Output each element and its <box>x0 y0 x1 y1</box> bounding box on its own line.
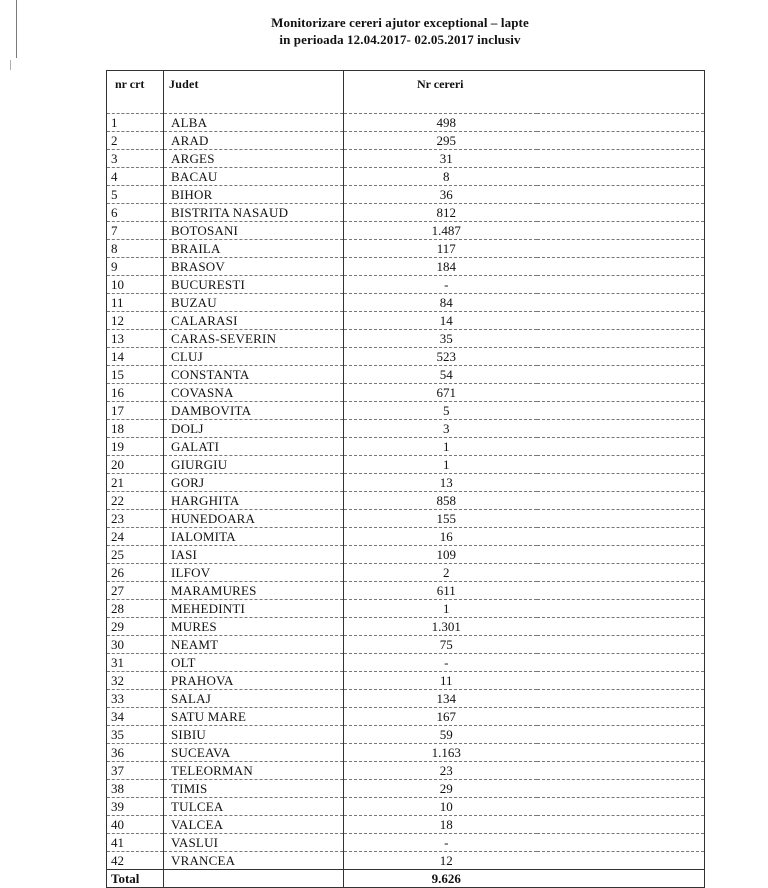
row-county-cell: ARAD <box>164 132 344 150</box>
row-nr-cell: 13 <box>107 330 164 348</box>
row-county-cell: BRASOV <box>164 258 344 276</box>
table-row <box>107 330 705 348</box>
row-requests-cell: 8 <box>344 168 537 186</box>
row-requests-cell: 75 <box>344 636 537 654</box>
total-value: 9.626 <box>344 870 537 888</box>
row-spacer-cell <box>537 762 705 780</box>
row-nr-cell: 39 <box>107 798 164 816</box>
row-nr-cell: 3 <box>107 150 164 168</box>
table-row <box>107 402 705 420</box>
row-requests-cell: 295 <box>344 132 537 150</box>
row-county-cell: TULCEA <box>164 798 344 816</box>
total-row <box>107 870 705 888</box>
row-county-cell: SATU MARE <box>164 708 344 726</box>
row-county-cell: OLT <box>164 654 344 672</box>
table-row <box>107 456 705 474</box>
row-spacer-cell <box>537 348 705 366</box>
table-row <box>107 312 705 330</box>
table-row <box>107 420 705 438</box>
row-requests-cell: 671 <box>344 384 537 402</box>
table-row <box>107 114 705 132</box>
row-nr-cell: 38 <box>107 780 164 798</box>
row-spacer-cell <box>537 672 705 690</box>
header-spacer-cell <box>537 71 705 114</box>
row-county-cell: BACAU <box>164 168 344 186</box>
row-requests-cell: 35 <box>344 330 537 348</box>
row-nr-cell: 5 <box>107 186 164 204</box>
row-nr-cell: 1 <box>107 114 164 132</box>
row-spacer-cell <box>537 528 705 546</box>
row-county-cell: HARGHITA <box>164 492 344 510</box>
table-row <box>107 600 705 618</box>
row-nr-cell: 8 <box>107 240 164 258</box>
row-nr-cell: 30 <box>107 636 164 654</box>
row-requests-cell: 184 <box>344 258 537 276</box>
row-nr-cell: 41 <box>107 834 164 852</box>
row-spacer-cell <box>537 492 705 510</box>
row-county-cell: BUZAU <box>164 294 344 312</box>
row-county-cell: CONSTANTA <box>164 366 344 384</box>
row-nr-cell: 25 <box>107 546 164 564</box>
row-county-cell: BISTRITA NASAUD <box>164 204 344 222</box>
row-spacer-cell <box>537 150 705 168</box>
row-requests-cell: 1.163 <box>344 744 537 762</box>
total-label: Total <box>107 870 164 888</box>
row-spacer-cell <box>537 420 705 438</box>
row-nr-cell: 29 <box>107 618 164 636</box>
row-nr-cell: 15 <box>107 366 164 384</box>
row-nr-cell: 18 <box>107 420 164 438</box>
table-row <box>107 816 705 834</box>
row-county-cell: VRANCEA <box>164 852 344 870</box>
row-spacer-cell <box>537 294 705 312</box>
row-spacer-cell <box>537 564 705 582</box>
row-nr-cell: 11 <box>107 294 164 312</box>
row-county-cell: VASLUI <box>164 834 344 852</box>
row-requests-cell: 1 <box>344 600 537 618</box>
row-spacer-cell <box>537 834 705 852</box>
title-line-2: in perioada 12.04.2017- 02.05.2017 inclusiv <box>279 32 521 47</box>
row-nr-cell: 6 <box>107 204 164 222</box>
row-requests-cell: 155 <box>344 510 537 528</box>
table-row <box>107 150 705 168</box>
row-spacer-cell <box>537 258 705 276</box>
row-requests-cell: 36 <box>344 186 537 204</box>
row-requests-cell: 29 <box>344 780 537 798</box>
table-row <box>107 582 705 600</box>
scan-edge-mark <box>16 0 17 58</box>
table-row <box>107 222 705 240</box>
row-county-cell: COVASNA <box>164 384 344 402</box>
row-spacer-cell <box>537 114 705 132</box>
row-requests-cell: 2 <box>344 564 537 582</box>
requests-table <box>106 70 705 888</box>
row-requests-cell: 18 <box>344 816 537 834</box>
row-county-cell: MEHEDINTI <box>164 600 344 618</box>
row-county-cell: MARAMURES <box>164 582 344 600</box>
row-spacer-cell <box>537 474 705 492</box>
row-requests-cell: 5 <box>344 402 537 420</box>
row-requests-cell: 84 <box>344 294 537 312</box>
row-spacer-cell <box>537 456 705 474</box>
row-requests-cell: 12 <box>344 852 537 870</box>
row-spacer-cell <box>537 600 705 618</box>
row-spacer-cell <box>537 276 705 294</box>
row-nr-cell: 35 <box>107 726 164 744</box>
row-spacer-cell <box>537 384 705 402</box>
row-spacer-cell <box>537 240 705 258</box>
row-spacer-cell <box>537 330 705 348</box>
row-spacer-cell <box>537 618 705 636</box>
table-body <box>107 71 705 888</box>
title-line-1: Monitorizare cereri ajutor exceptional – lapte <box>271 15 529 30</box>
row-spacer-cell <box>537 510 705 528</box>
row-county-cell: BUCURESTI <box>164 276 344 294</box>
row-requests-cell: 10 <box>344 798 537 816</box>
row-requests-cell: 858 <box>344 492 537 510</box>
row-requests-cell: 134 <box>344 690 537 708</box>
row-spacer-cell <box>537 654 705 672</box>
row-requests-cell: 523 <box>344 348 537 366</box>
row-requests-cell: 167 <box>344 708 537 726</box>
row-county-cell: NEAMT <box>164 636 344 654</box>
row-nr-cell: 10 <box>107 276 164 294</box>
table-row <box>107 654 705 672</box>
row-nr-cell: 20 <box>107 456 164 474</box>
row-requests-cell: - <box>344 654 537 672</box>
row-county-cell: IASI <box>164 546 344 564</box>
row-nr-cell: 31 <box>107 654 164 672</box>
row-nr-cell: 7 <box>107 222 164 240</box>
row-county-cell: ALBA <box>164 114 344 132</box>
row-spacer-cell <box>537 582 705 600</box>
row-spacer-cell <box>537 438 705 456</box>
row-nr-cell: 21 <box>107 474 164 492</box>
row-nr-cell: 12 <box>107 312 164 330</box>
table-row <box>107 780 705 798</box>
row-spacer-cell <box>537 186 705 204</box>
row-county-cell: PRAHOVA <box>164 672 344 690</box>
scan-edge-mark <box>10 60 11 70</box>
table-row <box>107 852 705 870</box>
row-spacer-cell <box>537 132 705 150</box>
row-county-cell: DOLJ <box>164 420 344 438</box>
row-requests-cell: 1.301 <box>344 618 537 636</box>
row-spacer-cell <box>537 204 705 222</box>
row-nr-cell: 22 <box>107 492 164 510</box>
table-row <box>107 276 705 294</box>
row-nr-cell: 16 <box>107 384 164 402</box>
row-requests-cell: 611 <box>344 582 537 600</box>
row-requests-cell: 54 <box>344 366 537 384</box>
row-spacer-cell <box>537 402 705 420</box>
row-spacer-cell <box>537 168 705 186</box>
table-row <box>107 240 705 258</box>
row-nr-cell: 24 <box>107 528 164 546</box>
table-row <box>107 636 705 654</box>
row-spacer-cell <box>537 816 705 834</box>
row-nr-cell: 26 <box>107 564 164 582</box>
table-row <box>107 186 705 204</box>
row-nr-cell: 37 <box>107 762 164 780</box>
document-title <box>190 14 610 48</box>
row-spacer-cell <box>537 744 705 762</box>
row-county-cell: MURES <box>164 618 344 636</box>
table-header-row <box>107 71 705 114</box>
row-nr-cell: 33 <box>107 690 164 708</box>
row-nr-cell: 34 <box>107 708 164 726</box>
table-row <box>107 708 705 726</box>
row-spacer-cell <box>537 708 705 726</box>
row-nr-cell: 27 <box>107 582 164 600</box>
row-requests-cell: - <box>344 834 537 852</box>
table-row <box>107 726 705 744</box>
table-row <box>107 546 705 564</box>
table-row <box>107 798 705 816</box>
row-county-cell: SALAJ <box>164 690 344 708</box>
row-requests-cell: 498 <box>344 114 537 132</box>
row-spacer-cell <box>537 222 705 240</box>
row-spacer-cell <box>537 546 705 564</box>
row-county-cell: CALARASI <box>164 312 344 330</box>
row-county-cell: BRAILA <box>164 240 344 258</box>
row-requests-cell: 13 <box>344 474 537 492</box>
row-spacer-cell <box>537 780 705 798</box>
row-county-cell: BIHOR <box>164 186 344 204</box>
row-nr-cell: 17 <box>107 402 164 420</box>
row-nr-cell: 28 <box>107 600 164 618</box>
table-row <box>107 474 705 492</box>
row-county-cell: CARAS-SEVERIN <box>164 330 344 348</box>
table-row <box>107 672 705 690</box>
row-nr-cell: 42 <box>107 852 164 870</box>
row-requests-cell: - <box>344 276 537 294</box>
table-row <box>107 492 705 510</box>
row-county-cell: ILFOV <box>164 564 344 582</box>
total-spacer-cell <box>537 870 705 888</box>
row-requests-cell: 11 <box>344 672 537 690</box>
table-row <box>107 132 705 150</box>
row-county-cell: SIBIU <box>164 726 344 744</box>
row-nr-cell: 9 <box>107 258 164 276</box>
row-nr-cell: 40 <box>107 816 164 834</box>
row-requests-cell: 117 <box>344 240 537 258</box>
row-county-cell: BOTOSANI <box>164 222 344 240</box>
table-row <box>107 204 705 222</box>
row-requests-cell: 16 <box>344 528 537 546</box>
row-nr-cell: 36 <box>107 744 164 762</box>
table-row <box>107 762 705 780</box>
row-requests-cell: 23 <box>344 762 537 780</box>
row-requests-cell: 3 <box>344 420 537 438</box>
header-nr-crt: nr crt <box>107 71 164 114</box>
row-spacer-cell <box>537 312 705 330</box>
table-row <box>107 168 705 186</box>
row-nr-cell: 23 <box>107 510 164 528</box>
table-row <box>107 510 705 528</box>
row-spacer-cell <box>537 726 705 744</box>
row-county-cell: GALATI <box>164 438 344 456</box>
row-nr-cell: 2 <box>107 132 164 150</box>
table-row <box>107 348 705 366</box>
row-spacer-cell <box>537 636 705 654</box>
row-county-cell: GIURGIU <box>164 456 344 474</box>
row-county-cell: GORJ <box>164 474 344 492</box>
row-requests-cell: 59 <box>344 726 537 744</box>
row-county-cell: TIMIS <box>164 780 344 798</box>
row-nr-cell: 4 <box>107 168 164 186</box>
table-row <box>107 294 705 312</box>
table-row <box>107 438 705 456</box>
row-county-cell: SUCEAVA <box>164 744 344 762</box>
table-row <box>107 528 705 546</box>
row-requests-cell: 812 <box>344 204 537 222</box>
row-requests-cell: 31 <box>344 150 537 168</box>
table-row <box>107 564 705 582</box>
row-county-cell: DAMBOVITA <box>164 402 344 420</box>
total-empty-cell <box>164 870 344 888</box>
row-nr-cell: 32 <box>107 672 164 690</box>
row-county-cell: VALCEA <box>164 816 344 834</box>
row-nr-cell: 14 <box>107 348 164 366</box>
row-spacer-cell <box>537 690 705 708</box>
table-row <box>107 834 705 852</box>
row-requests-cell: 14 <box>344 312 537 330</box>
row-requests-cell: 109 <box>344 546 537 564</box>
row-spacer-cell <box>537 798 705 816</box>
row-county-cell: ARGES <box>164 150 344 168</box>
row-county-cell: CLUJ <box>164 348 344 366</box>
row-requests-cell: 1 <box>344 456 537 474</box>
row-county-cell: TELEORMAN <box>164 762 344 780</box>
row-requests-cell: 1 <box>344 438 537 456</box>
table-row <box>107 618 705 636</box>
row-nr-cell: 19 <box>107 438 164 456</box>
table-row <box>107 366 705 384</box>
table-row <box>107 384 705 402</box>
table-row <box>107 690 705 708</box>
row-spacer-cell <box>537 852 705 870</box>
row-spacer-cell <box>537 366 705 384</box>
header-nr-cereri: Nr cereri <box>344 71 537 114</box>
table-row <box>107 258 705 276</box>
table-row <box>107 744 705 762</box>
header-judet: Judet <box>164 71 344 114</box>
row-requests-cell: 1.487 <box>344 222 537 240</box>
row-county-cell: IALOMITA <box>164 528 344 546</box>
row-county-cell: HUNEDOARA <box>164 510 344 528</box>
